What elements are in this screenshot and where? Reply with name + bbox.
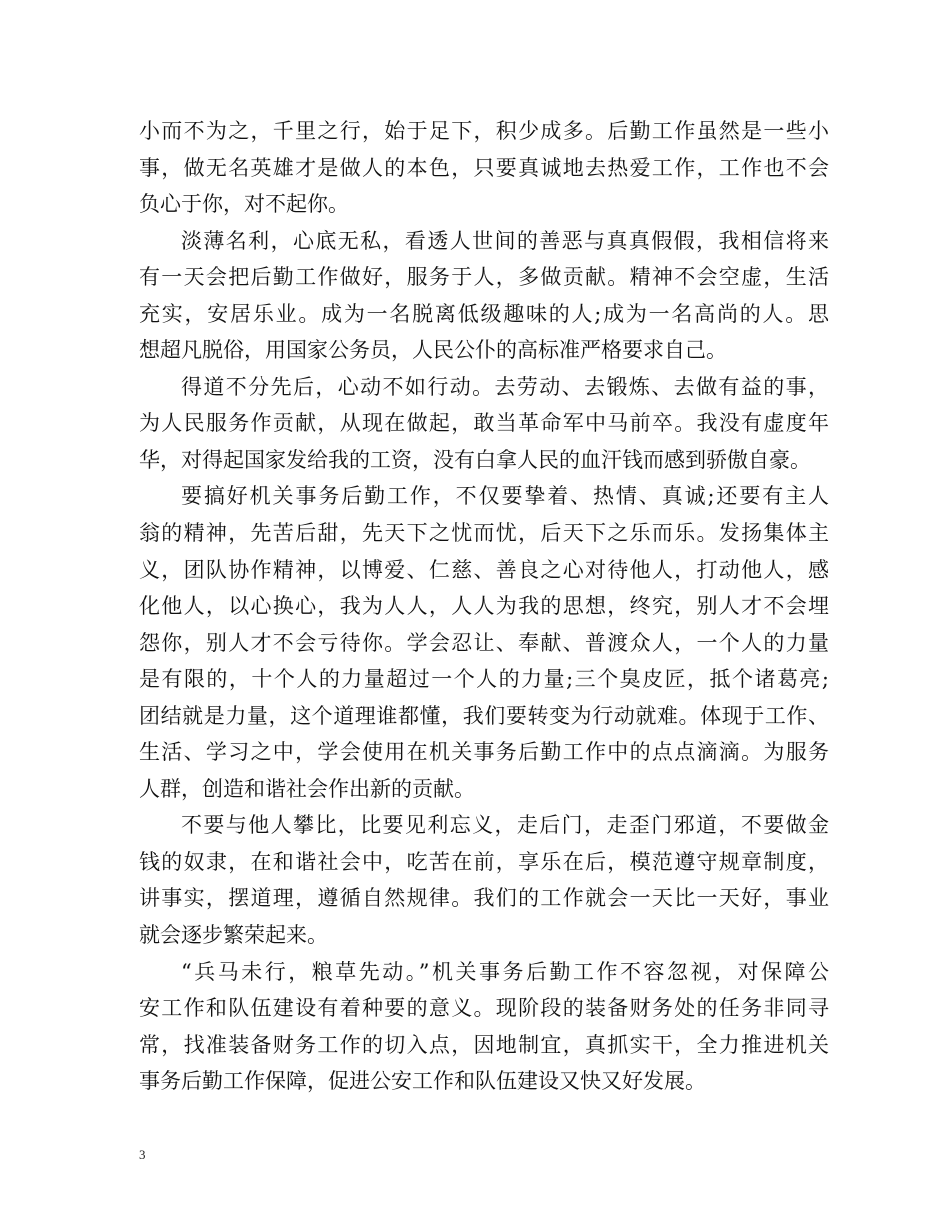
text-line: 想超凡脱俗，用国家公务员，人民公仆的高标准严格要求自己。 xyxy=(139,338,727,363)
page-number: 3 xyxy=(139,1147,146,1162)
text-line: 为人民服务作贡献，从现在做起，敢当革命军中马前卒。我没有虚度年 xyxy=(139,411,829,436)
text-line: 有一天会把后勤工作做好，服务于人，多做贡献。精神不会空虚，生活 xyxy=(139,265,829,290)
paragraph xyxy=(139,113,829,223)
text-line: 小而不为之，千里之行，始于足下，积少成多。后勤工作虽然是一些小 xyxy=(139,119,829,143)
body-text xyxy=(139,113,829,1100)
text-line: 得道不分先后，心动不如行动。去劳动、去锻炼、去做有益的事， xyxy=(181,374,829,399)
paragraph xyxy=(139,223,829,369)
text-line: 不要与他人攀比，比要见利忘义，走后门，走歪门邪道，不要做金 xyxy=(181,813,829,838)
text-line: 常，找准装备财务工作的切入点，因地制宜，真抓实干，全力推进机关 xyxy=(139,1032,829,1057)
text-line: 团结就是力量，这个道理谁都懂，我们要转变为行动就难。体现于工作、 xyxy=(139,703,829,728)
text-line: 人群，创造和谐社会作出新的贡献。 xyxy=(139,776,475,801)
paragraph xyxy=(139,478,829,807)
text-line: 淡薄名利，心底无私，看透人世间的善恶与真真假假，我相信将来 xyxy=(181,228,829,253)
text-line: 充实，安居乐业。成为一名脱离低级趣味的人;成为一名高尚的人。思 xyxy=(139,301,829,326)
text-line: 事，做无名英雄才是做人的本色，只要真诚地去热爱工作，工作也不会 xyxy=(139,155,829,180)
text-line: “兵马未行，粮草先动。”机关事务后勤工作不容忽视，对保障公 xyxy=(181,959,829,984)
paragraph xyxy=(139,369,829,479)
text-line: 义，团队协作精神，以博爱、仁慈、善良之心对待他人，打动他人，感 xyxy=(139,557,829,582)
text-line: 翁的精神，先苦后甜，先天下之忧而忧，后天下之乐而乐。发扬集体主 xyxy=(139,521,829,546)
text-line: 是有限的，十个人的力量超过一个人的力量;三个臭皮匠，抵个诸葛亮; xyxy=(139,667,829,692)
paragraph xyxy=(139,954,829,1100)
text-line: 要搞好机关事务后勤工作，不仅要挚着、热情、真诚;还要有主人 xyxy=(181,484,829,509)
text-line: 安工作和队伍建设有着种要的意义。现阶段的装备财务处的任务非同寻 xyxy=(139,996,829,1021)
text-line: 讲事实，摆道理，遵循自然规律。我们的工作就会一天比一天好，事业 xyxy=(139,886,829,911)
text-line: 事务后勤工作保障，促进公安工作和队伍建设又快又好发展。 xyxy=(139,1069,706,1094)
text-line: 化他人，以心换心，我为人人，人人为我的思想，终究，别人才不会埋 xyxy=(139,594,829,619)
text-line: 就会逐步繁荣起来。 xyxy=(139,923,328,948)
text-line: 华，对得起国家发给我的工资，没有白拿人民的血汗钱而感到骄傲自豪。 xyxy=(139,447,811,472)
text-line: 钱的奴隶，在和谐社会中，吃苦在前，享乐在后，模范遵守规章制度， xyxy=(139,849,829,874)
text-line: 生活、学习之中，学会使用在机关事务后勤工作中的点点滴滴。为服务 xyxy=(139,740,829,765)
paragraph xyxy=(139,807,829,953)
text-line: 怨你，别人才不会亏待你。学会忍让、奉献、普渡众人，一个人的力量 xyxy=(139,630,829,655)
text-line: 负心于你，对不起你。 xyxy=(139,192,349,217)
